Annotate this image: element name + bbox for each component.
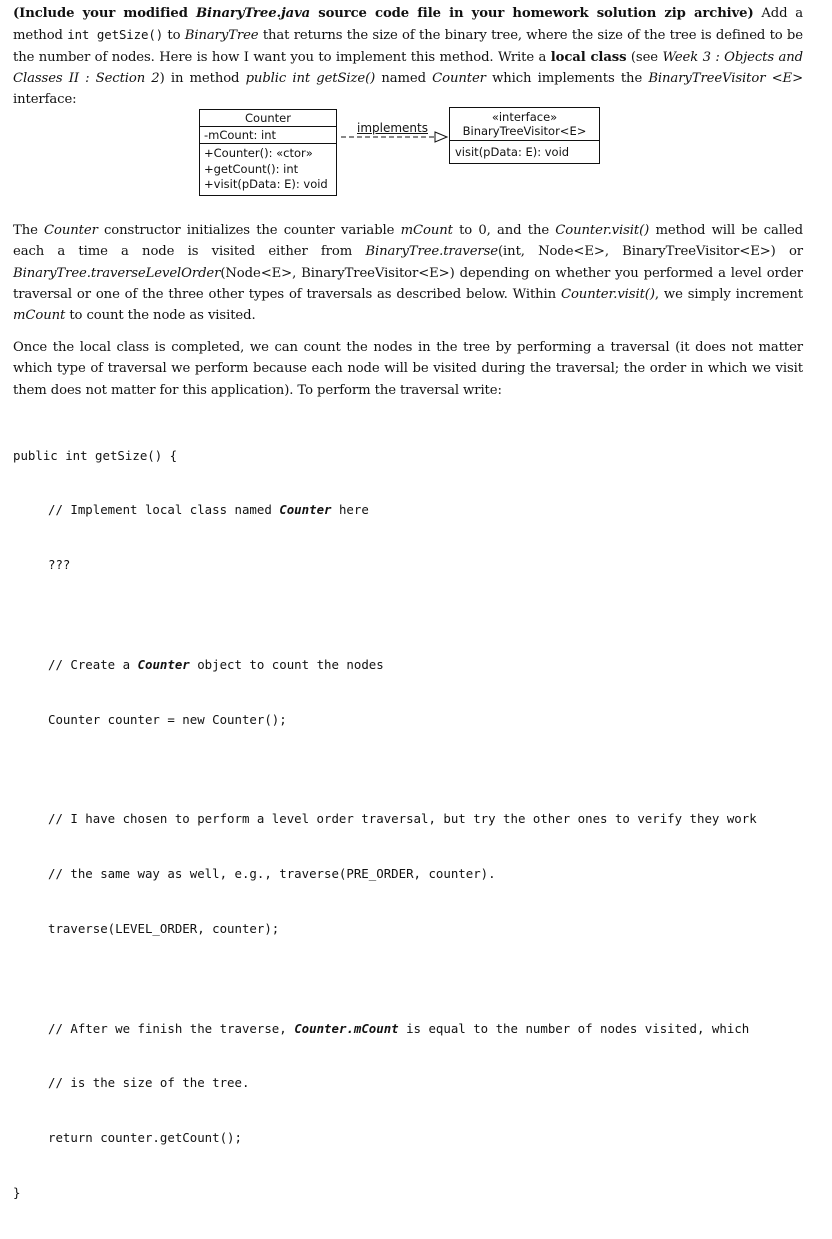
interface-method: visit(pData: E): void (450, 140, 599, 163)
code-line: } (13, 1185, 21, 1201)
code-line: public int getSize() { (13, 447, 178, 463)
counter-class-name: Counter (245, 111, 291, 125)
code-line: // is the size of the tree. (48, 1075, 250, 1091)
interface-box (449, 107, 600, 164)
code-line: Counter counter = new Counter(); (48, 711, 287, 727)
counter-methods: +Counter(): «ctor» +getCount(): int +visit(pData: E): void (200, 143, 336, 195)
code-line: return counter.getCount(); (48, 1130, 242, 1146)
bold-lead: (Include your modified BinaryTree.java source code file in your homework solution zip archive) (13, 6, 754, 21)
implements-label: implements (357, 121, 428, 135)
code-line: // Implement local class named Counter here (48, 502, 369, 518)
code-line: // After we finish the traverse, Counter.mCount is equal to the number of nodes visited, which (48, 1020, 750, 1036)
code-line: // the same way as well, e.g., traverse(PRE_ORDER, counter). (48, 866, 496, 882)
code-line: ??? (48, 557, 71, 573)
counter-class-box (199, 109, 337, 196)
traversal-paragraph: Once the local class is completed, we can count the nodes in the tree by performing a traversal (it does not matter which type of traversal we perform because each node will be visited during the traversal; the order in which we visit them does not matter for this application). To perform the traversal write: (13, 340, 803, 398)
intro-paragraph: (Include your modified BinaryTree.java source code file in your homework solution zip archive) Add a method int getSize() to BinaryTree that returns the size of the binary tree, where the size of the tree is defined to be the number of nodes. Here is how I want you to implement this method. Write a local class (see Week 3 : Objects and Classes II : Section 2) in method public int getSize() named Counter which implements the BinaryTreeVisitor <E> interface: (13, 6, 804, 108)
counter-description-paragraph: The Counter constructor initializes the counter variable mCount to 0, and the Counter.visit() method will be called each a time a node is visited either from BinaryTree.traverse(int, Node<E>, BinaryTreeVisitor<E>) or BinaryTree.traverseLevelOrder(Node<E>, BinaryTreeVisitor<E>) depending on whether you performed a level order traversal or one of the three other types of traversals as described below. Within Counter.visit(), we simply increment mCount to count the node as visited. (13, 223, 804, 324)
counter-field: -mCount: int (200, 126, 336, 143)
code-line: traverse(LEVEL_ORDER, counter); (48, 921, 280, 937)
inline-code-getsize: int getSize() (67, 27, 164, 43)
interface-header: «interface» BinaryTreeVisitor<E> (462, 110, 587, 138)
week-reference: Week 3 : Objects and Classes II : Section 2 (13, 49, 803, 86)
code-line: // I have chosen to perform a level order traversal, but try the other ones to verify they work (48, 811, 757, 827)
code-block (13, 410, 813, 1239)
code-line: // Create a Counter object to count the nodes (48, 656, 384, 672)
